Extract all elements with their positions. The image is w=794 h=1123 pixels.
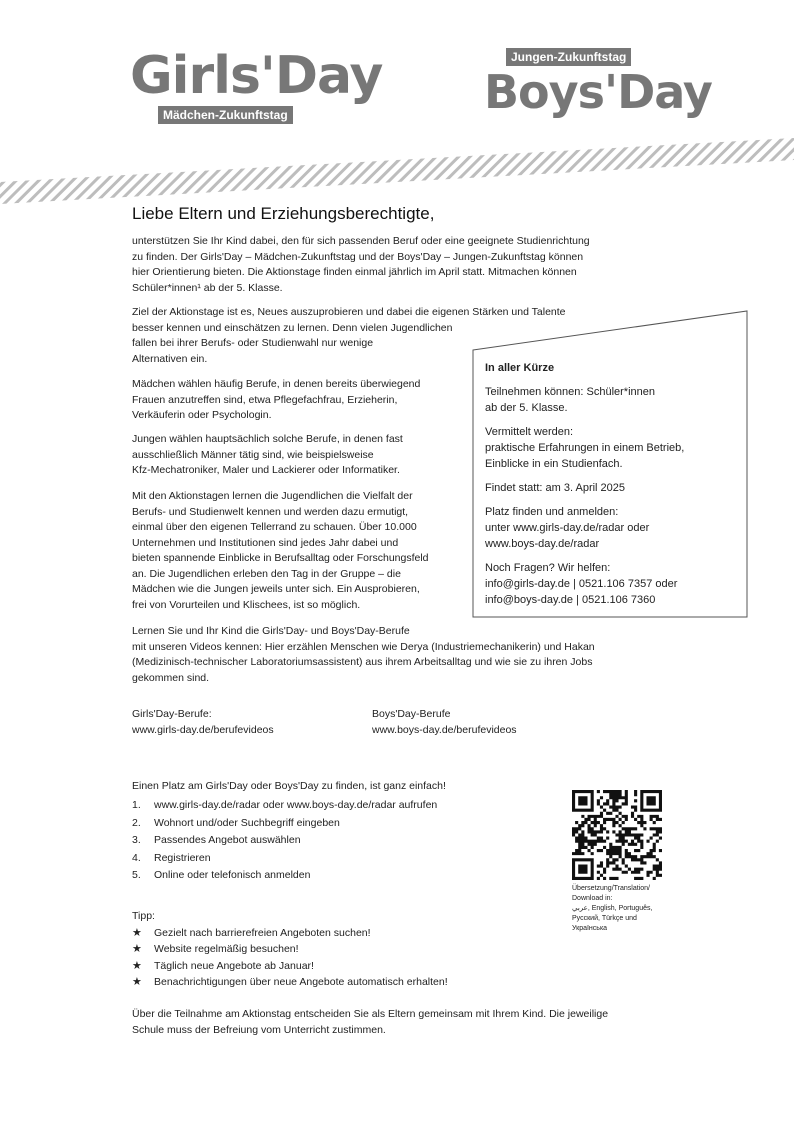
text-line: Schule muss der Befreiung vom Unterricht zustimmen. [132,1023,386,1036]
text-line: besser kennen und einschätzen zu lernen. Denn vielen Jugendlichen [132,321,453,334]
text-line: Alternativen ein. [132,352,208,365]
list-item [132,832,437,850]
girls-videos-link-block [132,707,352,738]
info-box-title: In aller Kürze [485,362,555,374]
step-text: Passendes Angebot auswählen [154,834,301,846]
text-line: einmal über den eigenen Tellerrand zu schauen. Über 10.000 [132,521,417,533]
boys-paragraph [132,432,462,479]
girlsday-logo [130,46,383,128]
text-line: عربي, English, Português, [572,905,653,912]
text-line: Mädchen wählen häufig Berufe, in denen bereits überwiegend [132,378,421,390]
boys-videos-link[interactable]: www.boys-day.de/berufevideos [372,723,517,736]
girls-paragraph [132,377,462,424]
list-item [132,974,448,991]
text-line: Schüler*innen¹ ab der 5. Klasse. [132,281,283,294]
text-line: Frauen anzutreffen sind, etwa Pflegefachfrau, Erzieherin, [132,393,398,406]
text-line: bieten spannende Einblicke in Berufsalltag oder Forschungsfeld [132,552,429,564]
tips-list [132,908,448,991]
list-item [132,867,437,885]
step-number: 4. [132,851,141,864]
text-line: Übersetzung/Translation/ [572,885,650,892]
star-icon: ★ [132,959,142,972]
text-line: Einblicke in ein Studienfach. [485,458,623,470]
steps-list [132,797,437,885]
info-find [485,504,747,552]
page-title: Liebe Eltern und Erziehungsberechtigte, [132,204,435,223]
list-item [132,797,437,815]
list-item [132,815,437,833]
step-text: www.girls-day.de/radar oder www.boys-day.de/radar aufrufen [154,799,438,811]
text-line: praktische Erfahrungen in einem Betrieb, [485,442,685,454]
star-icon: ★ [132,926,142,939]
info-help [485,560,747,608]
girls-videos-link[interactable]: www.girls-day.de/berufevideos [132,723,274,736]
text-line: Jungen wählen hauptsächlich solche Berufe, in denen fast [132,433,403,445]
tips-title: Tipp: [132,910,155,922]
text-line: unter www.girls-day.de/radar oder [485,522,650,534]
text-line: Unternehmen und Institutionen sind jedes Jahr dabei und [132,536,399,549]
step-number: 1. [132,799,141,811]
text-line: info@girls-day.de | 0521.106 7357 oder [485,578,678,590]
text-line: Teilnehmen können: Schüler*innen [485,386,656,398]
text-line: an. Die Jugendlichen erleben den Tag in der Gruppe – die [132,567,401,580]
text-line: fallen bei ihrer Berufs- oder Studienwahl nur wenige [132,337,374,349]
text-line: hier Orientierung bieten. Die Aktionstage finden einmal jährlich im April statt. Mitmachen können [132,266,577,278]
text-line: Русский, Türkçe und [572,915,637,922]
info-date: Findet statt: am 3. April 2025 [485,482,626,494]
qr-note [572,884,672,934]
steps-title: Einen Platz am Girls'Day oder Boys'Day zu finden, ist ganz einfach! [132,780,446,792]
text-line: Ziel der Aktionstage ist es, Neues auszuprobieren und dabei die eigenen Stärken und Talente [132,306,566,318]
text-line: Über die Teilnahme am Aktionstag entscheiden Sie als Eltern gemeinsam mit Ihrem Kind. Die jeweilige [132,1008,609,1020]
actiondays-paragraph [132,489,462,613]
step-text: Online oder telefonisch anmelden [154,869,311,881]
text-line: Mädchen wie die Jungen jeweils unter sich. Ein Ausprobieren, [132,583,420,595]
text-line: Download in: [572,895,613,902]
text-line: Українська [572,925,608,932]
text-line: Verkäuferin oder Psychologin. [132,409,272,421]
girls-videos-label: Girls'Day-Berufe: [132,708,212,720]
boys-videos-link-block [372,707,592,738]
text-line: zu finden. Der Girls'Day – Mädchen-Zukunftstag und der Boys'Day – Jungen-Zukunftstag können [132,250,584,263]
text-line: www.boys-day.de/radar [485,538,600,550]
list-item [132,850,437,868]
intro-paragraph [132,234,652,296]
info-participate [485,384,747,416]
girlsday-logo-tagline: Mädchen-Zukunftstag [158,106,293,124]
tip-text: Benachrichtigungen über neue Angebote automatisch erhalten! [154,976,448,988]
qr-code-modules [572,790,662,880]
text-line: unterstützen Sie Ihr Kind dabei, den für sich passenden Beruf oder eine geeignete Studienrichtung [132,235,590,247]
text-line: Platz finden und anmelden: [485,506,619,518]
boysday-logo-name: Boys'Day [484,65,712,119]
step-text: Registrieren [154,851,211,864]
star-icon: ★ [132,943,142,955]
text-line: gekommen sind. [132,671,210,684]
tip-text: Gezielt nach barrierefreien Angeboten suchen! [154,926,371,939]
girlsday-logo-name: Girls'Day [130,46,383,106]
text-line: Noch Fragen? Wir helfen: [485,562,611,574]
info-box [485,360,747,616]
text-line: frei von Vorurteilen und Klischees, ist so möglich. [132,598,361,611]
text-line: (Medizinisch-technischer Laboratoriumsassistent) aus ihrem Arbeitsalltag und wie sie zu ihren Jobs [132,656,593,668]
text-line: Lernen Sie und Ihr Kind die Girls'Day- und Boys'Day-Berufe [132,625,410,637]
text-line: Mit den Aktionstagen lernen die Jugendlichen die Vielfalt der [132,490,413,502]
text-line: ab der 5. Klasse. [485,402,568,414]
decorative-stripe-band [0,138,794,204]
list-item [132,958,448,975]
step-text: Wohnort und/oder Suchbegriff eingeben [154,816,340,829]
videos-paragraph [132,624,652,686]
boys-videos-label: Boys'Day-Berufe [372,708,451,720]
text-line: mit unseren Videos kennen: Hier erzählen Menschen wie Derya (Industriemechanikerin) und Hakan [132,640,595,653]
text-line: info@boys-day.de | 0521.106 7360 [485,594,656,606]
qr-code[interactable] [572,790,662,880]
boysday-logo [484,48,724,128]
step-number: 5. [132,869,141,881]
step-number: 3. [132,834,141,846]
info-conveyed [485,424,747,472]
list-item [132,941,448,958]
boysday-logo-tagline: Jungen-Zukunftstag [506,48,631,66]
text-line: Kfz-Mechatroniker, Maler und Lackierer oder Informatiker. [132,464,400,476]
star-icon: ★ [132,976,142,988]
text-line: ausschließlich Männer tätig sind, wie beispielsweise [132,448,374,461]
text-line: Berufs- und Studienwelt kennen und werden dazu ermutigt, [132,505,409,518]
footer-paragraph [132,1007,672,1038]
tip-text: Website regelmäßig besuchen! [154,943,299,955]
step-number: 2. [132,816,141,829]
list-item [132,925,448,942]
tip-text: Täglich neue Angebote ab Januar! [154,959,314,972]
text-line: Vermittelt werden: [485,426,574,438]
